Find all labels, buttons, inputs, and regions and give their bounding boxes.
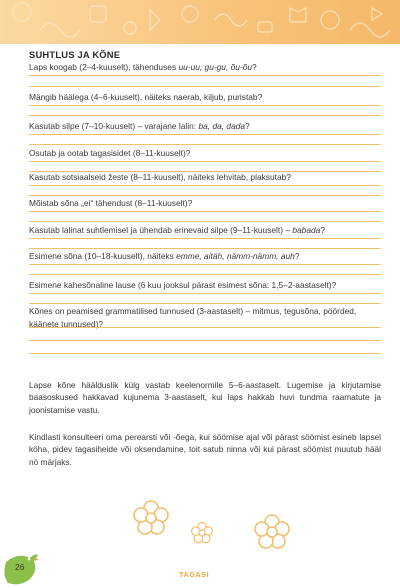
question-9: Esimene kahesõnaline lause (6 kuu jooksul pärast esimest sõna: 1,5–2-aastaselt)? [29,280,337,290]
back-link[interactable]: TAGASI [179,570,210,579]
answer-line[interactable] [29,86,381,87]
answer-line[interactable] [29,211,381,212]
answer-line[interactable] [29,248,381,249]
flower-icon [254,514,290,550]
toy-banner-illustration [0,0,400,44]
question-6: Mõistab sõna „ei“ tähendust (8–11-kuuselt)? [29,198,193,208]
answer-line[interactable] [29,293,381,294]
question-1: Laps koogab (2–4-kuuselt), tähenduses uu-uu, gu-gu, õu-õu? [29,62,257,72]
answer-line[interactable] [29,274,381,275]
answer-line[interactable] [29,161,381,162]
answer-line[interactable] [29,221,381,222]
question-4: Osutab ja ootab tagasisidet (8–11-kuuselt)? [29,148,191,158]
answer-line[interactable] [29,115,381,116]
answer-line[interactable] [29,353,381,354]
question-8: Esimene sõna (10–18-kuuselt), näiteks emme, aitäh, nämm-nämm, auh? [29,251,300,261]
answer-line[interactable] [29,327,381,328]
answer-line[interactable] [29,134,381,135]
answer-line[interactable] [29,340,381,341]
section-title: SUHTLUS JA KÕNE [29,49,121,60]
question-10: Kõnes on peamised grammatilised tunnused (3-aastaselt) – mitmus, tegusõna, pöörded, käänete tunnused)? [29,306,357,329]
answer-line[interactable] [29,105,381,106]
question-2: Mängib häälega (4–6-kuuselt), näiteks naerab, kiljub, puristab? [29,92,263,102]
info-paragraph: Lapse kõne häälduslik külg vastab keelenormile 5–6-aastaselt. Lugemise ja kirjutamise baasoskused hakkavad kujunema 3-aastaselt, kui laps hakkab huvi tundma raamatute ja joonistamise vastu. [29,380,381,415]
answer-line[interactable] [29,238,381,239]
page-number: 26 [15,562,25,572]
question-7: Kasutab lalinat suhtlemisel ja ühendab erinevaid silpe (9–11-kuuselt) – babada? [29,225,325,235]
question-3: Kasutab silpe (7–10-kuuselt) – varajane lalin: ba, da, dada? [29,121,250,131]
warning-paragraph: Kindlasti konsulteeri oma perearsti või -õega, kui söömise ajal või pärast söömist esineb lapsel köha, pidev tagasiheide või oksendamine, toit satub ninna või kui pärast söömist muutub hääl nö märjaks. [29,432,381,467]
flower-icon [133,500,169,536]
answer-line[interactable] [29,303,381,304]
answer-line[interactable] [29,75,381,76]
flower-icon [191,522,213,544]
answer-line[interactable] [29,185,381,186]
question-5: Kasutab sotsiaalseid žeste (8–11-kuuselt), näiteks lehvitab, plaksutab? [29,172,291,182]
answer-line[interactable] [29,195,381,196]
answer-line[interactable] [29,144,381,145]
answer-line[interactable] [29,264,381,265]
